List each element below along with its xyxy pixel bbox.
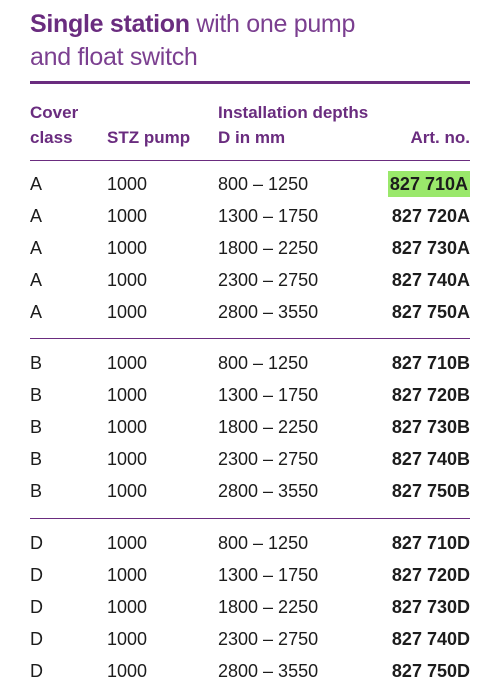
table-row <box>30 443 470 475</box>
table-row <box>30 347 470 379</box>
cell-installation-depth: 800 – 1250 <box>218 353 309 373</box>
header-cover-class <box>30 100 100 150</box>
cell-cover-class: A <box>30 270 43 290</box>
cell-art-no: 827 710D <box>391 533 470 553</box>
table-row <box>30 655 470 687</box>
cell-cover-class: D <box>30 661 43 681</box>
cell-stz-pump: 1000 <box>107 353 148 373</box>
header-installation-depths <box>218 100 388 150</box>
cell-installation-depth: 2800 – 3550 <box>218 661 319 681</box>
cell-stz-pump: 1000 <box>107 270 148 290</box>
header-cover-line1: Cover <box>30 103 79 122</box>
cell-installation-depth: 2300 – 2750 <box>218 270 319 290</box>
cell-cover-class: B <box>30 385 43 405</box>
cell-installation-depth: 1300 – 1750 <box>218 385 319 405</box>
table-row <box>30 411 470 443</box>
cell-cover-class: B <box>30 417 43 437</box>
cell-installation-depth: 2800 – 3550 <box>218 302 319 322</box>
table-row <box>30 232 470 264</box>
cell-stz-pump: 1000 <box>107 206 148 226</box>
table-row <box>30 296 470 328</box>
table-row <box>30 559 470 591</box>
cell-cover-class: A <box>30 174 43 194</box>
cell-stz-pump: 1000 <box>107 629 148 649</box>
cell-art-no: 827 750B <box>391 481 470 501</box>
cell-cover-class: A <box>30 302 43 322</box>
cell-cover-class: D <box>30 597 43 617</box>
cell-cover-class: B <box>30 353 43 373</box>
cell-stz-pump: 1000 <box>107 385 148 405</box>
cell-installation-depth: 2800 – 3550 <box>218 481 319 501</box>
table-row <box>30 379 470 411</box>
cell-installation-depth: 1800 – 2250 <box>218 238 319 258</box>
cell-installation-depth: 2300 – 2750 <box>218 629 319 649</box>
cell-cover-class: A <box>30 206 43 226</box>
header-rule <box>30 160 470 161</box>
cell-art-no: 827 740D <box>391 629 470 649</box>
cell-stz-pump: 1000 <box>107 417 148 437</box>
cell-stz-pump: 1000 <box>107 481 148 501</box>
table-header <box>30 96 470 156</box>
cell-installation-depth: 1800 – 2250 <box>218 597 319 617</box>
header-depth-line1: Installation depths <box>218 103 369 122</box>
title-strong: Single station <box>30 10 190 38</box>
cell-cover-class: B <box>30 481 43 501</box>
header-cover-line2: class <box>30 128 73 147</box>
table-row <box>30 623 470 655</box>
cell-stz-pump: 1000 <box>107 302 148 322</box>
table-group <box>30 168 470 328</box>
header-depth-line2: D in mm <box>218 128 286 147</box>
cell-installation-depth: 2300 – 2750 <box>218 449 319 469</box>
cell-cover-class: B <box>30 449 43 469</box>
table-row <box>30 527 470 559</box>
cell-art-no: 827 750A <box>391 302 470 322</box>
cell-art-no: 827 750D <box>391 661 470 681</box>
cell-art-no: 827 720A <box>391 206 470 226</box>
table-row <box>30 475 470 507</box>
table-row <box>30 168 470 200</box>
cell-installation-depth: 1300 – 1750 <box>218 206 319 226</box>
cell-installation-depth: 1300 – 1750 <box>218 565 319 585</box>
header-stz-pump: STZ pump <box>107 128 191 147</box>
cell-art-no: 827 730D <box>391 597 470 617</box>
cell-art-no: 827 740B <box>391 449 470 469</box>
cell-stz-pump: 1000 <box>107 597 148 617</box>
cell-cover-class: D <box>30 565 43 585</box>
table-group <box>30 347 470 507</box>
cell-stz-pump: 1000 <box>107 661 148 681</box>
cell-art-no: 827 710B <box>391 353 470 373</box>
cell-stz-pump: 1000 <box>107 449 148 469</box>
group-divider <box>30 518 470 519</box>
header-art-no: Art. no. <box>410 128 470 147</box>
title-rule <box>30 81 470 84</box>
cell-art-no: 827 720D <box>391 565 470 585</box>
page-title <box>30 8 470 74</box>
cell-art-no: 827 730B <box>391 417 470 437</box>
cell-stz-pump: 1000 <box>107 174 148 194</box>
group-divider <box>30 338 470 339</box>
cell-art-no: 827 730A <box>391 238 470 258</box>
cell-installation-depth: 800 – 1250 <box>218 174 309 194</box>
title-light: with one pump <box>189 10 356 38</box>
cell-cover-class: D <box>30 629 43 649</box>
cell-stz-pump: 1000 <box>107 565 148 585</box>
table-row <box>30 591 470 623</box>
cell-installation-depth: 1800 – 2250 <box>218 417 319 437</box>
cell-cover-class: A <box>30 238 43 258</box>
table-row <box>30 200 470 232</box>
cell-stz-pump: 1000 <box>107 238 148 258</box>
cell-installation-depth: 800 – 1250 <box>218 533 309 553</box>
cell-art-no: 827 720B <box>391 385 470 405</box>
table-row <box>30 264 470 296</box>
cell-stz-pump: 1000 <box>107 533 148 553</box>
table-group <box>30 527 470 687</box>
title-line2: and float switch <box>30 43 198 71</box>
cell-art-no: 827 740A <box>391 270 470 290</box>
cell-cover-class: D <box>30 533 43 553</box>
cell-art-no: 827 710A <box>388 171 470 197</box>
